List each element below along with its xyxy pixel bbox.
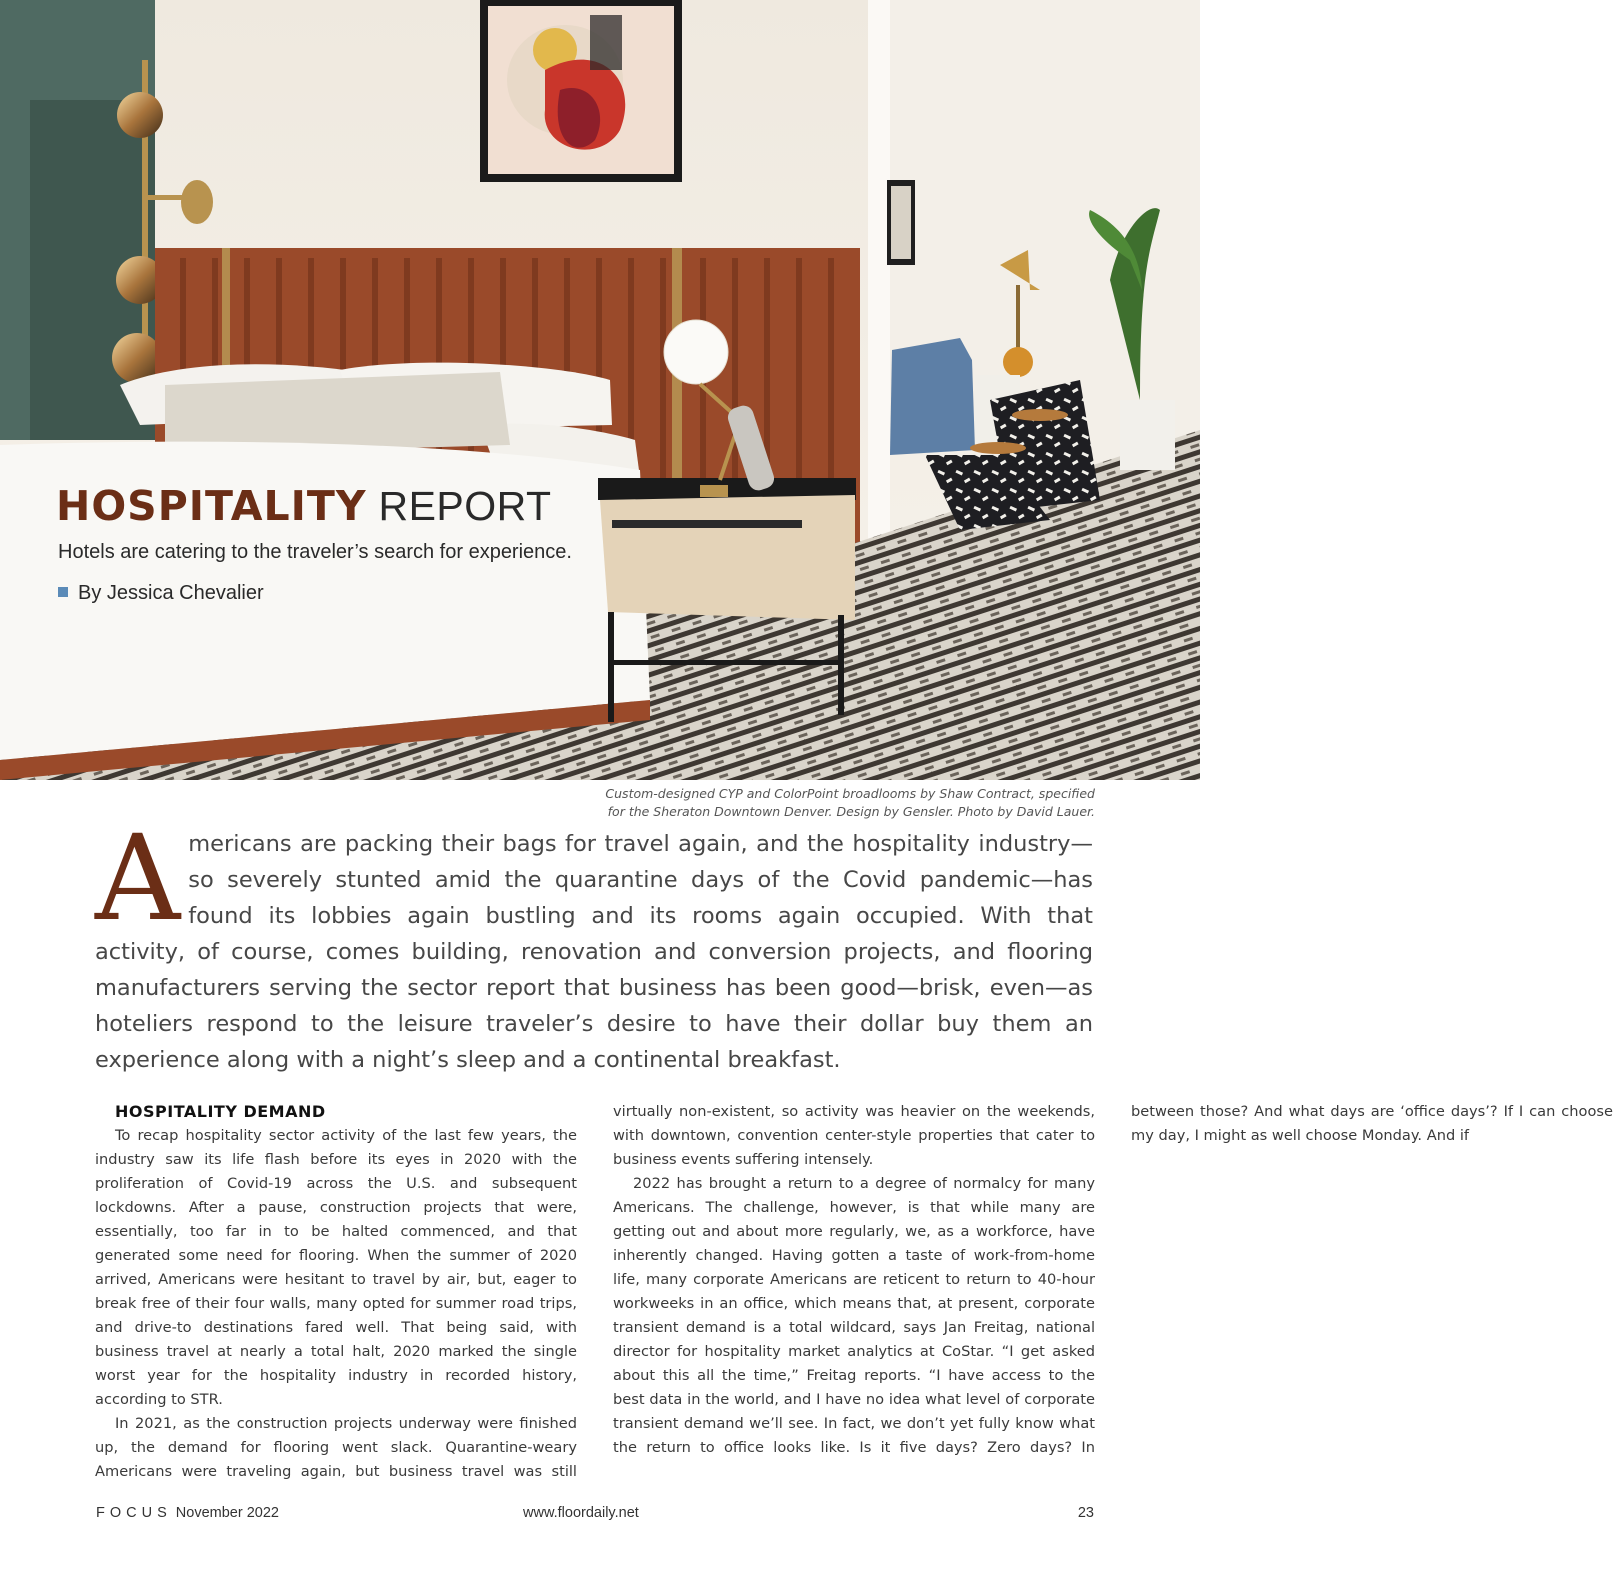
hotel-room-illustration	[0, 0, 1200, 780]
footer-brand: FOCUS	[96, 1505, 172, 1521]
body-paragraph: To recap hospitality sector activity of the last few years, the industry saw its life flash before its eyes in 2020 with the proliferation of Covid-19 across the U.S. and subsequent lockdowns. After a pause, construction projects that were, essentially, too far in to be halted commenced, and that generated some need for flooring. When the summer of 2020 arrived, Americans were hesitant to travel by air, but, eager to break free of their four walls, many opted for summer road trips, and drive-to destinations fared well. That being said, with business travel at nearly a total halt, 2020 marked the single worst year for the hospitality industry in recorded history, according to STR.	[95, 1127, 577, 1408]
footer-url[interactable]: www.floordaily.net	[523, 1505, 639, 1521]
lead-text: mericans are packing their bags for travel again, and the hospitality industry—so severely stunted amid the quarantine days of the Covid pandemic—has found its lobbies again bustling and its rooms again occupied. With that activity, of course, comes building, renovation and conversion projects, and flooring manufacturers serving the sector report that business has been good—brisk, even—as hoteliers respond to the leisure traveler’s desire to have their dollar buy them an experience along with a night’s sleep and a continental breakfast.	[95, 831, 1093, 1073]
abstract-artwork	[480, 0, 682, 182]
footer-publication	[96, 1505, 279, 1521]
body-paragraph: 2022 has brought a return to a degree of normalcy for many Americans. The challenge, however, is that while many are getting out and about more regularly, we, as a workforce, have inherently changed. Having gotten a taste of work-from-home life, many corporate Americans are reticent to return to 40-hour workweeks in an office, which means that, at present, corporate transient demand is a total wildcard, says Jan Freitag, national director for hospitality market analytics at CoStar. “I get asked about this all the time,” Freitag reports. “I have access to the best data in the world, and I have no idea what level of corporate transient demand we’ll see. In fact, we don’t yet fully know what the return to office looks like. Is it five days? Zero days? In between those? And what days are ‘office days’? If I can choose my day, I might as well choose Monday. And if	[613, 1103, 1613, 1456]
byline	[58, 582, 264, 605]
body-paragraph: In 2021, as the construction projects underway were finished up, the demand for flooring went slack. Quarantine-weary Americans were traveling again, but business travel was still virtually non-existent, so activity was heavier on the weekends, with downtown, convention center-style properties that cater to business events suffering intensely.	[95, 1103, 1095, 1480]
caption-line-1: Custom-designed CYP and ColorPoint broadlooms by Shaw Contract, specified	[605, 786, 1095, 801]
title-light: REPORT	[378, 483, 552, 529]
hero-photo	[0, 0, 1200, 780]
byline-author: By Jessica Chevalier	[78, 582, 264, 604]
drop-cap: A	[95, 809, 181, 947]
footer-issue: November 2022	[175, 1505, 279, 1521]
section-heading: HOSPITALITY DEMAND	[115, 1102, 326, 1121]
blue-square-icon	[58, 587, 68, 597]
title-bold: HOSPITALITY	[56, 482, 367, 530]
article-subtitle: Hotels are catering to the traveler’s search for experience.	[58, 541, 572, 563]
body-columns	[95, 1100, 1613, 1490]
caption-line-2: for the Sheraton Downtown Denver. Design by Gensler. Photo by David Lauer.	[607, 804, 1095, 819]
article-title	[56, 482, 552, 530]
photo-caption	[520, 785, 1095, 821]
page-number: 23	[1077, 1505, 1094, 1521]
